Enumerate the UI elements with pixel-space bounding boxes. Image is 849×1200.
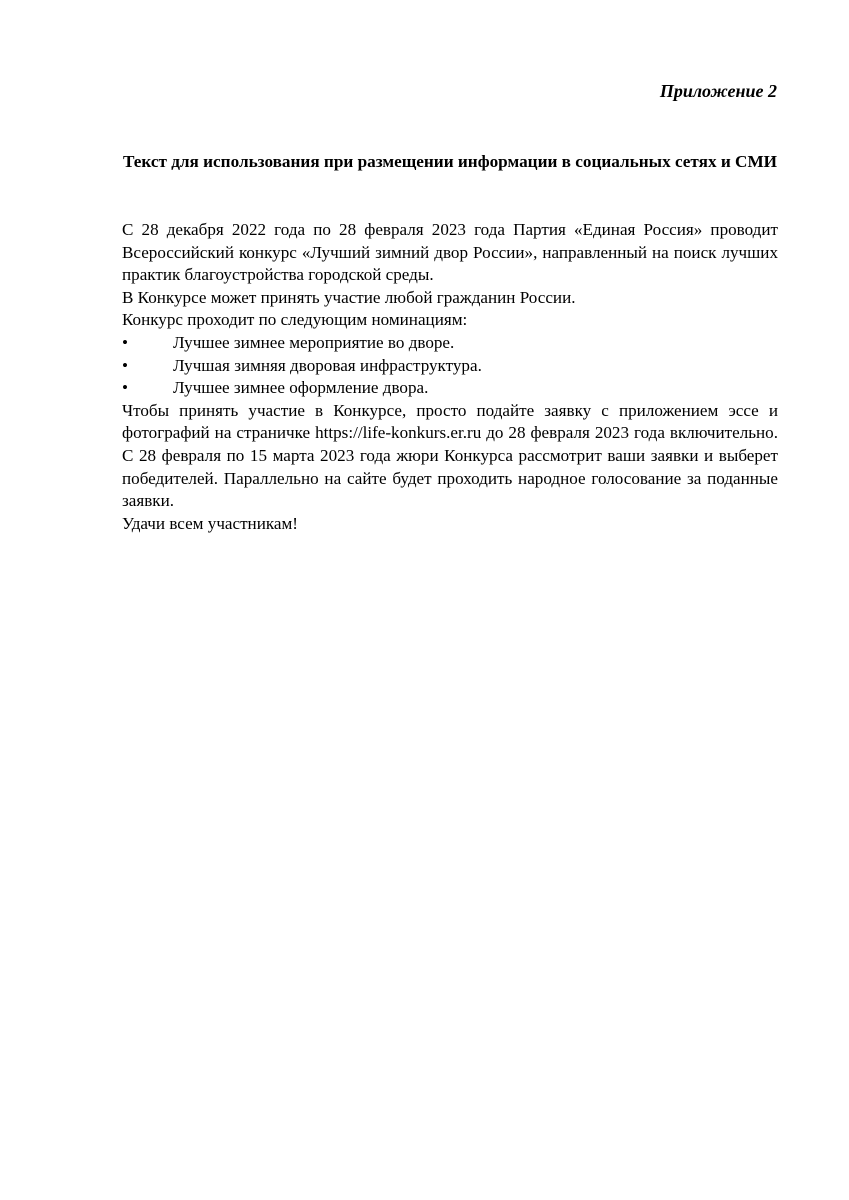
document-body bbox=[122, 219, 778, 535]
intro-paragraph: С 28 декабря 2022 года по 28 февраля 2023 года Партия «Единая Россия» проводит Всероссийский конкурс «Лучший зимний двор России», направленный на поиск лучших практик благоустройства городской среды. bbox=[122, 220, 778, 285]
document-title: Текст для использования при размещении информации в социальных сетях и СМИ bbox=[122, 152, 778, 171]
bullet-icon: • bbox=[122, 355, 128, 375]
nominations-intro: Конкурс проходит по следующим номинациям: bbox=[122, 310, 468, 330]
nomination-item bbox=[122, 332, 778, 355]
nomination-label: Лучшее зимнее мероприятие во дворе. bbox=[173, 332, 455, 352]
nomination-item bbox=[122, 377, 778, 400]
appendix-label: Приложение 2 bbox=[659, 81, 777, 101]
nomination-label: Лучшая зимняя дворовая инфраструктура. bbox=[173, 355, 482, 375]
participation-line: В Конкурсе может принять участие любой гражданин России. bbox=[122, 287, 576, 307]
nomination-item bbox=[122, 355, 778, 378]
bullet-icon: • bbox=[122, 332, 128, 352]
bullet-icon: • bbox=[122, 378, 128, 398]
nomination-label: Лучшее зимнее оформление двора. bbox=[173, 378, 429, 398]
application-paragraph: Чтобы принять участие в Конкурсе, просто подайте заявку с приложением эссе и фотографий на страничке https://life-konkurs.er.ru до 28 февраля 2023 года включительно. С 28 февраля по 15 марта 2023 года жюри Конкурса рассмотрит ваши заявки и выберет победителей. Параллельно на сайте будет проходить народное голосование за поданные заявки. bbox=[122, 400, 778, 511]
nominations-list bbox=[122, 332, 778, 400]
closing-line: Удачи всем участникам! bbox=[122, 513, 298, 533]
